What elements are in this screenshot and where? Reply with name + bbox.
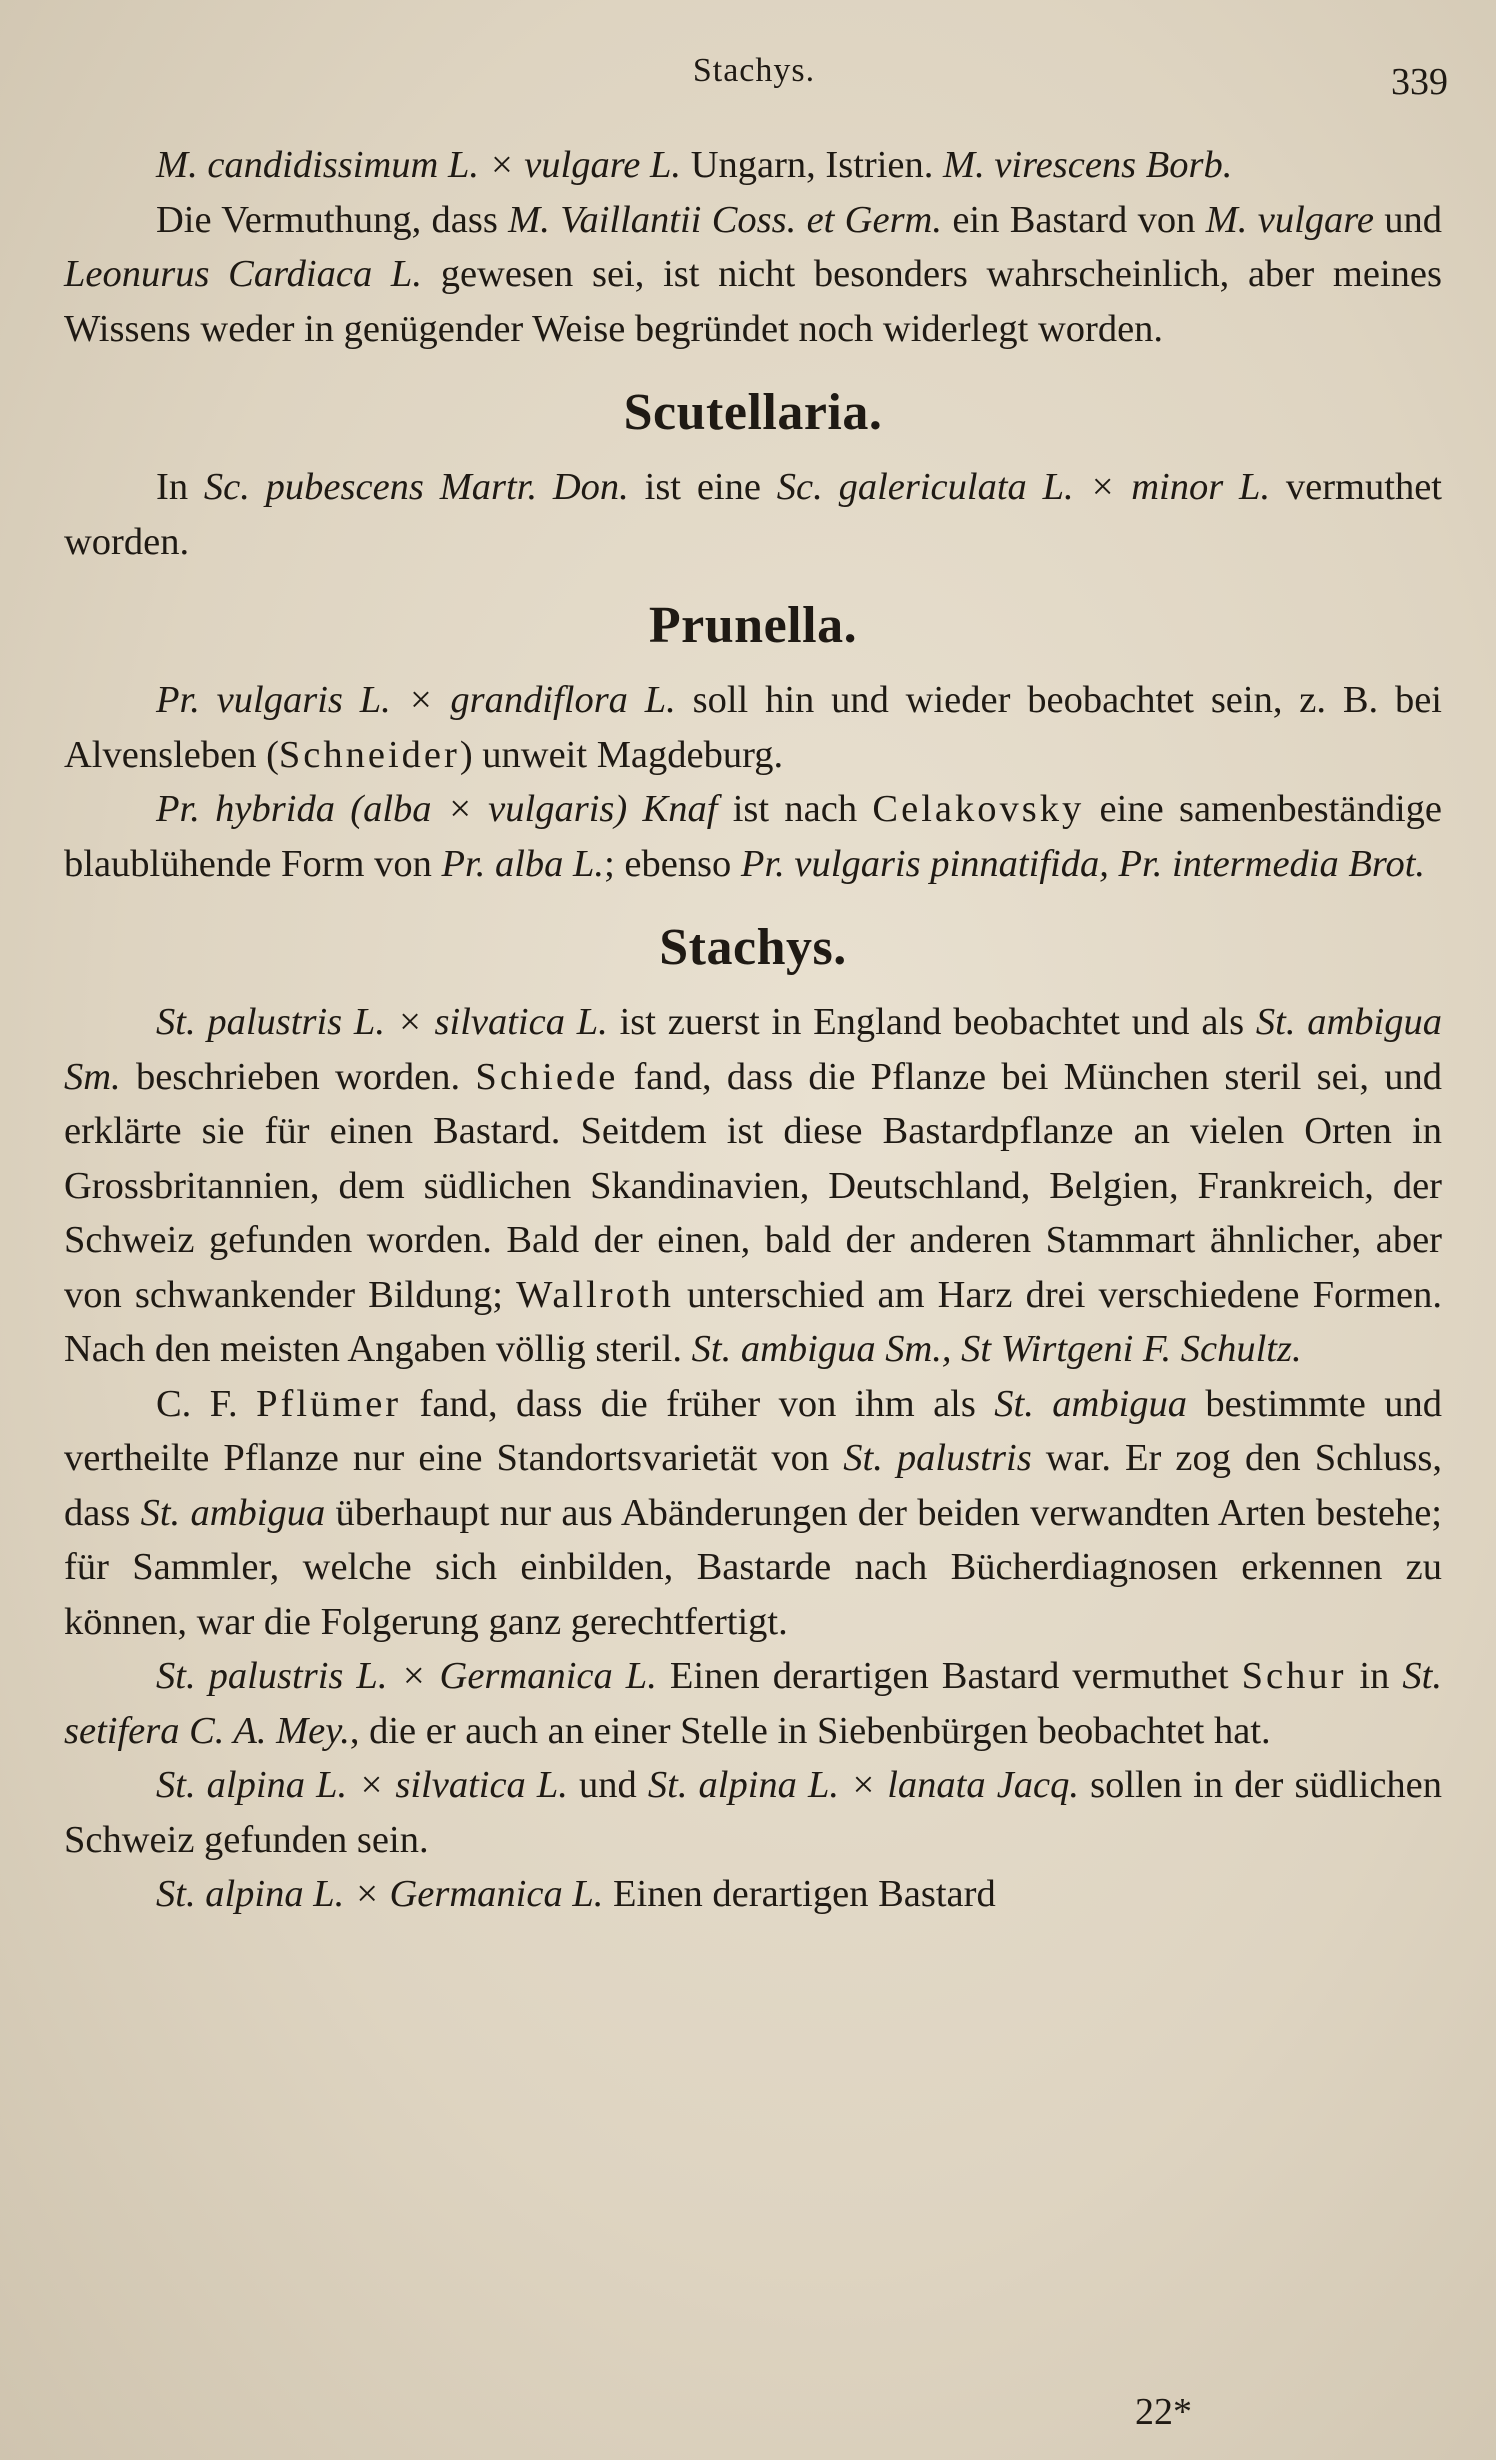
text-run: Ungarn, Istrien. bbox=[681, 144, 944, 186]
paragraph bbox=[64, 782, 1442, 891]
running-header bbox=[60, 52, 1448, 112]
italic-text: Leonurus Cardiaca L. bbox=[64, 253, 422, 295]
text-run: Einen derartigen Bastard vermuthet bbox=[656, 1655, 1242, 1697]
italic-text: M. virescens Borb. bbox=[943, 144, 1233, 186]
italic-text: St. palustris bbox=[843, 1437, 1032, 1479]
italic-text: St. setifera C. A. Mey. bbox=[64, 1655, 1442, 1752]
paragraph bbox=[64, 193, 1442, 357]
text-run: Die Vermuthung, dass bbox=[156, 198, 509, 241]
text-run: In bbox=[156, 466, 204, 508]
spaced-name: Schur bbox=[1241, 1655, 1347, 1697]
signature-mark: 22* bbox=[1135, 2391, 1192, 2433]
page-footer bbox=[0, 2390, 1496, 2440]
text-run: sollen in der südlichen Schweiz gefunden sein. bbox=[64, 1764, 1443, 1861]
page-number: 339 bbox=[1391, 61, 1448, 103]
text-run: beschrieben worden. bbox=[120, 1055, 476, 1098]
text-run: in bbox=[1346, 1655, 1403, 1697]
text-run: ein Bastard von bbox=[942, 198, 1206, 241]
text-run: Einen derartigen Bastard bbox=[603, 1873, 996, 1915]
italic-text: M. Vaillantii Coss. et Germ. bbox=[508, 198, 942, 241]
section-heading: Scutellaria. bbox=[623, 384, 883, 441]
spaced-name: Schiede bbox=[475, 1055, 619, 1098]
text-run: überhaupt nur aus Abänderungen der beiden verwandten Arten bestehe; für Sammler, welche sich einbilden, Bastarde nach Bücherdiagnosen erkennen zu können, war die Folgerung ganz gerechtfertigt. bbox=[64, 1491, 1442, 1643]
italic-text: St. alpina L. × lanata Jacq. bbox=[647, 1764, 1080, 1806]
text-run: soll hin und wieder beobachtet sein, z. B. bei Alvensleben ( bbox=[64, 679, 1442, 776]
text-run: unterschied am Harz drei verschiedene Formen. Nach den meisten Angaben völlig steril. bbox=[64, 1273, 1442, 1370]
spaced-name: Pflümer bbox=[256, 1382, 402, 1425]
italic-text: St. palustris L. × Germanica L. bbox=[156, 1655, 657, 1697]
spaced-name: Schneider bbox=[278, 733, 460, 776]
text-run: fand, dass die früher von ihm als bbox=[401, 1382, 995, 1425]
text-run: bestimmte und vertheilte Pflanze nur eine Standortsvarietät von bbox=[64, 1382, 1442, 1479]
spaced-name: Celakovsky bbox=[872, 788, 1085, 830]
text-run: C. F. bbox=[156, 1382, 257, 1425]
italic-text: St. palustris L. × silvatica L. bbox=[156, 1001, 608, 1043]
italic-text: St. alpina L. × silvatica L. bbox=[156, 1764, 568, 1806]
italic-text: St. ambigua bbox=[994, 1382, 1188, 1425]
text-run: war. Er zog den Schluss, dass bbox=[64, 1437, 1442, 1534]
italic-text: Pr. alba L. bbox=[441, 842, 605, 885]
text-run: , die er auch an einer Stelle in Siebenbürgen beobachtet hat. bbox=[349, 1709, 1271, 1752]
italic-text: St. ambigua bbox=[140, 1491, 326, 1534]
paragraph bbox=[64, 1377, 1442, 1650]
paragraph bbox=[64, 1649, 1442, 1758]
paragraph bbox=[64, 138, 1442, 193]
running-title: Stachys. bbox=[692, 52, 816, 89]
text-run: ist zuerst in England beobachtet und als bbox=[607, 1001, 1256, 1043]
italic-text: M. vulgare bbox=[1205, 198, 1374, 241]
text-run: vermuthet worden. bbox=[64, 466, 1442, 563]
text-run: und bbox=[1373, 198, 1443, 241]
text-run: gewesen sei, ist nicht besonders wahrscheinlich, aber meines Wissens weder in genügender Weise begründet noch widerlegt worden. bbox=[64, 253, 1442, 350]
italic-text: Sc. pubescens Martr. Don. bbox=[203, 466, 629, 508]
section-heading: Prunella. bbox=[648, 597, 858, 654]
page-body bbox=[64, 138, 1442, 1922]
paragraph bbox=[64, 1758, 1442, 1867]
text-run: und bbox=[567, 1764, 648, 1806]
italic-text: St. alpina L. × Germanica L. bbox=[156, 1873, 604, 1915]
text-run: ; ebenso bbox=[604, 842, 741, 885]
paragraph bbox=[64, 995, 1442, 1377]
italic-text: Pr. hybrida (alba × vulgaris) Knaf bbox=[156, 788, 718, 830]
text-run: ) unweit Magdeburg. bbox=[459, 733, 784, 776]
text-run: eine samenbeständige blaublühende Form von bbox=[64, 788, 1442, 885]
italic-text: Sc. galericulata L. × minor L. bbox=[776, 466, 1271, 508]
italic-text: Pr. vulgaris L. × grandiflora L. bbox=[156, 679, 676, 721]
paragraph bbox=[64, 673, 1442, 782]
italic-text: St. ambigua Sm., St Wirtgeni F. Schultz. bbox=[691, 1328, 1302, 1370]
text-run: fand, dass die Pflanze bei München steril sei, und erklärte sie für einen Bastard. Seitdem ist diese Bastardpflanze an vielen Orten in Grossbritannien, dem südlichen Skandinavien, Deutschland, Belgien, Frankreich, der Schweiz gefunden worden. Bald der einen, bald der anderen Stammart ähnlicher, aber von schwankender Bildung; bbox=[64, 1055, 1442, 1316]
text-run: ist nach bbox=[717, 788, 873, 830]
section-heading: Stachys. bbox=[659, 919, 847, 976]
text-run: ist eine bbox=[628, 466, 777, 508]
italic-text: Pr. vulgaris pinnatifida, Pr. intermedia Brot. bbox=[740, 842, 1426, 885]
paragraph bbox=[64, 1867, 1442, 1922]
paragraph bbox=[64, 460, 1442, 569]
spaced-name: Wallroth bbox=[516, 1273, 674, 1316]
italic-text: St. ambigua Sm. bbox=[64, 1001, 1442, 1098]
italic-text: M. candidissimum L. × vulgare L. bbox=[156, 144, 682, 186]
